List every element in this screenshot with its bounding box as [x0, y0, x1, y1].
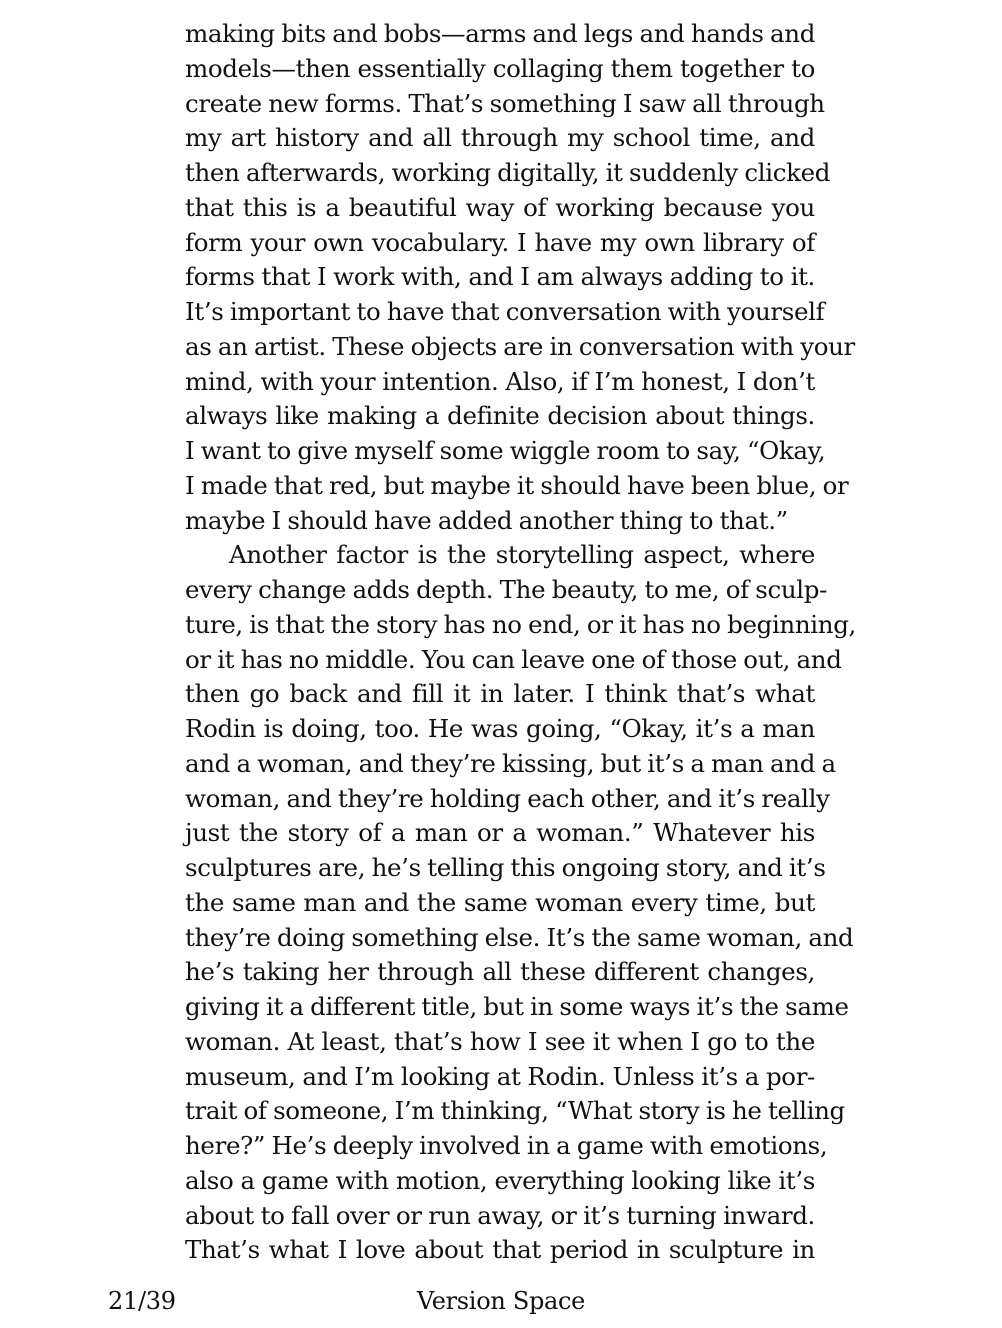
text-line: Rodin is doing, too. He was going, “Okay, it’s a man — [185, 714, 815, 743]
text-line: forms that I work with, and I am always adding to it. — [185, 262, 815, 292]
text-line: woman, and they’re holding each other, and it’s really — [185, 783, 830, 813]
text-line: then afterwards, working digitally, it suddenly clicked — [185, 158, 831, 187]
text-line: I want to give myself some wiggle room to say, “Okay, — [185, 436, 826, 465]
paragraph-start-line: Another factor is the storytelling aspect, where — [229, 540, 815, 570]
book-title: Version Space — [416, 1287, 586, 1315]
text-line: then go back and fill it in later. I think that’s what — [185, 679, 815, 709]
text-line: also a game with motion, everything looking like it’s — [185, 1165, 815, 1195]
body-text — [185, 17, 856, 1268]
text-line: making bits and bobs—arms and legs and hands and — [185, 19, 816, 48]
paragraph-end-line: maybe I should have added another thing to that.” — [185, 505, 788, 535]
page-footer — [0, 1284, 1002, 1318]
text-line: that this is a beautiful way of working because you — [185, 192, 815, 222]
text-line: sculptures are, he’s telling this ongoing story, and it’s — [185, 853, 826, 882]
page-number: 21/39 — [108, 1287, 176, 1315]
text-line: trait of someone, I’m thinking, “What story is he telling — [185, 1096, 845, 1126]
text-line: ture, is that the story has no end, or it has no beginning, — [185, 609, 856, 639]
text-line: every change adds depth. The beauty, to me, of sculp- — [185, 575, 828, 604]
text-line: always like making a definite decision about things. — [185, 401, 815, 431]
text-line: and a woman, and they’re kissing, but it’s a man and a — [185, 748, 836, 778]
text-line: models—then essentially collaging them together to — [185, 53, 815, 83]
text-line: form your own vocabulary. I have my own library of — [185, 227, 815, 257]
text-line: they’re doing something else. It’s the same woman, and — [185, 922, 854, 952]
text-line: or it has no middle. You can leave one of those out, and — [185, 644, 842, 674]
text-line: I made that red, but maybe it should have been blue, or — [185, 470, 849, 500]
text-line: mind, with your intention. Also, if I’m honest, I don’t — [185, 366, 815, 396]
text-line: woman. At least, that’s how I see it when I go to the — [185, 1026, 815, 1056]
text-line: my art history and all through my school time, and — [185, 123, 815, 153]
text-line: the same man and the same woman every time, but — [185, 887, 815, 917]
text-line: about to fall over or run away, or it’s turning inward. — [185, 1200, 815, 1230]
text-line: as an artist. These objects are in conversation with your — [185, 331, 855, 361]
text-line: here?” He’s deeply involved in a game with emotions, — [185, 1131, 828, 1160]
text-line: just the story of a man or a woman.” Whatever his — [185, 818, 815, 848]
text-line: he’s taking her through all these different changes, — [185, 957, 815, 987]
text-line: museum, and I’m looking at Rodin. Unless it’s a por- — [185, 1061, 815, 1091]
text-line: It’s important to have that conversation with yourself — [185, 297, 825, 326]
text-line: That’s what I love about that period in sculpture in — [185, 1235, 815, 1265]
text-line: giving it a different title, but in some ways it’s the same — [185, 992, 849, 1021]
text-line: create new forms. That’s something I saw all through — [185, 88, 825, 118]
